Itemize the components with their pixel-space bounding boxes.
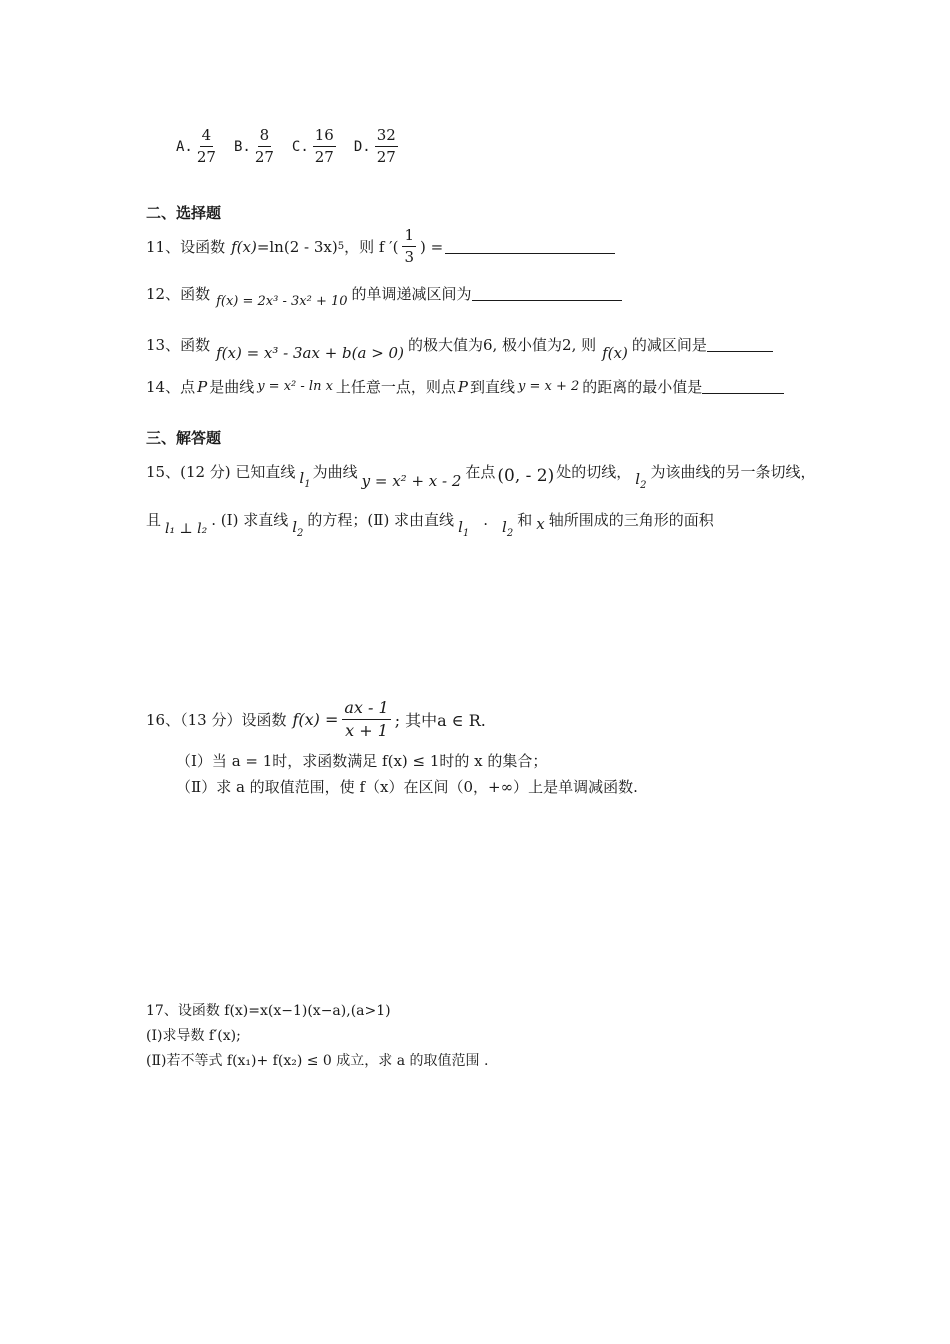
question-13: 13、函数 f(x) = x³ - 3ax + b(a > 0) 的极大值为6, 极小值为2, 则 f(x) 的减区间是 [146, 326, 773, 362]
question-17-line-2: (Ⅰ)求导数 f′(x); [146, 1028, 241, 1044]
question-17-line-1: 17、设函数 f(x)=x(x−1)(x−a),(a>1) [146, 1003, 391, 1019]
answer-blank-14[interactable] [702, 379, 784, 394]
section-2-title: 二、选择题 [146, 204, 222, 222]
answer-blank-13[interactable] [707, 337, 773, 352]
question-12: 12、函数 f(x) = 2x³ - 3x² + 10 的单调递减区间为 [146, 278, 622, 309]
question-16-part-2: （Ⅱ）求 a 的取值范围，使 f（x）在区间（0，+∞）上是单调减函数. [176, 778, 638, 796]
question-17-line-3: (Ⅱ)若不等式 f(x₁)+ f(x₂) ≤ 0 成立，求 a 的取值范围 . [146, 1053, 489, 1069]
choices-row [176, 128, 416, 166]
section-3-title: 三、解答题 [146, 429, 222, 447]
choice-c: C. $\frac{16}{27}$ [291, 126, 334, 166]
question-11: 11、设函数 f(x) =ln(2 - 3x) 5 ，则 f ′( $\frac{1}{3}$ ) = [146, 228, 615, 266]
question-15-line-2: 且 l₁ ⊥ l₂ . (Ⅰ) 求直线 $l_2$ 的方程；(Ⅱ) 求由直线 $l_1$ . $l_2$ 和 x 轴所围成的三角形的面积 [146, 510, 714, 539]
choice-b: B. $\frac{8}{27}$ [233, 126, 274, 166]
choice-d: D. $\frac{32}{27}$ [353, 126, 396, 166]
answer-blank-12[interactable] [472, 286, 622, 301]
answer-blank-11[interactable] [445, 239, 615, 254]
question-16: 16、（13 分）设函数 f(x) = $\frac{ax - 1}{x + 1}$ ; 其中a ∈ R. [146, 698, 486, 740]
choice-a: A. $\frac{4}{27}$ [176, 126, 216, 166]
question-16-part-1: （Ⅰ）当 a = 1时，求函数满足 f(x) ≤ 1时的 x 的集合； [176, 752, 548, 770]
question-15-line-1: 15、(12 分) 已知直线 $l_1$ 为曲线 y = x² + x - 2 在点 (0, - 2) 处的切线， $l_2$ 为该曲线的另一条切线， [146, 463, 816, 491]
question-14: 14、点 P 是曲线 y = x² - ln x 上任意一点，则点 P 到直线 y = x + 2 的距离的最小值是 [146, 376, 784, 397]
